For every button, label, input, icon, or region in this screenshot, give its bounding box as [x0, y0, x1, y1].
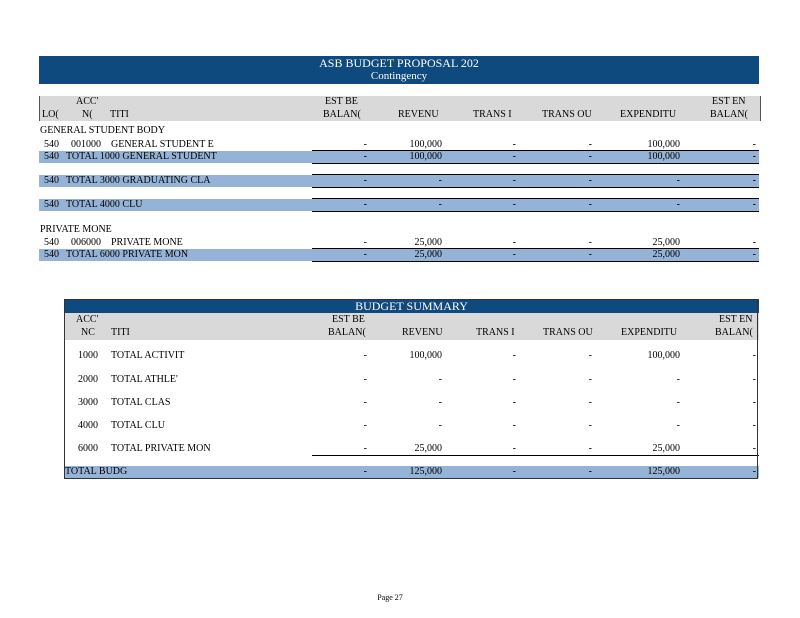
total-est-end: -: [752, 249, 756, 260]
total-est-beg: -: [363, 199, 367, 210]
total-expenditure: 25,000: [652, 249, 680, 260]
total-trans-out: -: [588, 199, 592, 210]
col-expenditure: EXPENDITU: [620, 109, 677, 120]
row-revenue: 25,000: [414, 237, 442, 248]
summary-acct: 2000: [78, 374, 98, 385]
summary-acct: 4000: [78, 420, 98, 431]
row-expenditure: 25,000: [652, 237, 680, 248]
summary-est-end: -: [752, 420, 756, 431]
col-revenue: REVENU: [402, 327, 443, 338]
summary-est-end: -: [752, 397, 756, 408]
summary-trans-out: -: [588, 443, 592, 454]
summary-acct: 6000: [78, 443, 98, 454]
summary-est-end: -: [752, 350, 756, 361]
col-trans-out: TRANS OU: [542, 109, 592, 120]
col-acct-bot: NC: [81, 327, 95, 338]
summary-revenue: -: [438, 397, 442, 408]
summary-est-beg: -: [363, 420, 367, 431]
total-loc: 540: [44, 175, 59, 186]
total-est-beg: -: [363, 151, 367, 162]
divider: [312, 261, 759, 262]
total-trans-out: -: [588, 175, 592, 186]
summary-title: TOTAL ATHLE': [111, 374, 178, 385]
col-acct-bot: N(: [82, 109, 93, 120]
total-row: [39, 175, 759, 187]
summary-trans-in: -: [512, 420, 516, 431]
col-est-beg-top: EST BE: [332, 314, 365, 325]
summary-est-beg: -: [363, 397, 367, 408]
summary-title: TOTAL ACTIVIT: [111, 350, 185, 361]
total-loc: 540: [44, 151, 59, 162]
summary-total-title: TOTAL BUDG: [65, 466, 128, 477]
col-title: TITI: [110, 109, 129, 120]
total-loc: 540: [44, 199, 59, 210]
col-est-end-bot: BALAN(: [715, 327, 753, 338]
row-est-beg: -: [363, 237, 367, 248]
total-est-end: -: [752, 175, 756, 186]
total-title: TOTAL 6000 PRIVATE MON: [66, 249, 189, 260]
col-est-beg-top: EST BE: [325, 96, 358, 107]
col-acct-top: ACC': [76, 314, 99, 325]
total-trans-in: -: [512, 199, 516, 210]
row-acct: 006000: [71, 237, 101, 248]
summary-revenue: 100,000: [409, 350, 442, 361]
summary-trans-out: -: [588, 397, 592, 408]
total-title: TOTAL 4000 CLU: [66, 199, 143, 210]
col-est-end-bot: BALAN(: [710, 109, 748, 120]
section-label-private: PRIVATE MONE: [40, 224, 112, 235]
summary-revenue: 25,000: [414, 443, 442, 454]
total-loc: 540: [44, 249, 59, 260]
total-expenditure: 100,000: [647, 151, 680, 162]
total-trans-out: -: [588, 151, 592, 162]
summary-total-trans-in: -: [512, 466, 516, 477]
summary-acct: 3000: [78, 397, 98, 408]
report-title-bar: [39, 56, 759, 84]
summary-title: TOTAL CLU: [111, 420, 165, 431]
col-trans-in: TRANS I: [476, 327, 515, 338]
row-trans-in: -: [512, 139, 516, 150]
total-trans-out: -: [588, 249, 592, 260]
total-expenditure: -: [676, 199, 680, 210]
total-revenue: -: [438, 175, 442, 186]
row-expenditure: 100,000: [647, 139, 680, 150]
summary-trans-in: -: [512, 443, 516, 454]
row-revenue: 100,000: [409, 139, 442, 150]
summary-total-est-beg: -: [363, 466, 367, 477]
report-title: ASB BUDGET PROPOSAL 202: [319, 56, 479, 70]
row-title: GENERAL STUDENT E: [111, 139, 214, 150]
col-loc: LO(: [42, 109, 59, 120]
row-acct: 001000: [71, 139, 101, 150]
summary-est-beg: -: [363, 350, 367, 361]
total-revenue: 25,000: [414, 249, 442, 260]
budget-summary-title: BUDGET SUMMARY: [64, 299, 759, 313]
summary-expenditure: -: [676, 397, 680, 408]
total-row: [39, 199, 759, 211]
row-trans-out: -: [588, 139, 592, 150]
col-trans-out: TRANS OU: [543, 327, 593, 338]
summary-est-end: -: [752, 443, 756, 454]
total-expenditure: -: [676, 175, 680, 186]
summary-total-expenditure: 125,000: [647, 466, 680, 477]
summary-total-revenue: 125,000: [409, 466, 442, 477]
row-est-beg: -: [363, 139, 367, 150]
summary-est-beg: -: [363, 443, 367, 454]
section-label-general: GENERAL STUDENT BODY: [40, 125, 165, 136]
total-trans-in: -: [512, 151, 516, 162]
summary-expenditure: 25,000: [652, 443, 680, 454]
col-trans-in: TRANS I: [473, 109, 512, 120]
summary-trans-out: -: [588, 420, 592, 431]
main-column-header: [39, 96, 761, 121]
summary-trans-out: -: [588, 374, 592, 385]
row-loc: 540: [44, 139, 59, 150]
total-title: TOTAL 3000 GRADUATING CLA: [66, 175, 211, 186]
row-est-end: -: [752, 139, 756, 150]
col-est-end-top: EST EN: [719, 314, 753, 325]
col-title: TITI: [111, 327, 130, 338]
summary-revenue: -: [438, 420, 442, 431]
report-subtitle: Contingency: [370, 70, 428, 82]
summary-trans-out: -: [588, 350, 592, 361]
summary-title: TOTAL CLAS: [111, 397, 171, 408]
summary-est-end: -: [752, 374, 756, 385]
row-est-end: -: [752, 237, 756, 248]
divider: [312, 211, 759, 212]
col-est-beg-bot: BALAN(: [328, 327, 366, 338]
total-trans-in: -: [512, 175, 516, 186]
summary-expenditure: 100,000: [647, 350, 680, 361]
summary-title: TOTAL PRIVATE MON: [111, 443, 211, 454]
row-loc: 540: [44, 237, 59, 248]
summary-border: [64, 299, 758, 479]
summary-revenue: -: [438, 374, 442, 385]
total-title: TOTAL 1000 GENERAL STUDENT: [66, 151, 217, 162]
total-revenue: 100,000: [409, 151, 442, 162]
summary-trans-in: -: [512, 350, 516, 361]
summary-total-trans-out: -: [588, 466, 592, 477]
col-expenditure: EXPENDITU: [621, 327, 678, 338]
row-title: PRIVATE MONE: [111, 237, 183, 248]
summary-trans-in: -: [512, 397, 516, 408]
summary-expenditure: -: [676, 420, 680, 431]
total-trans-in: -: [512, 249, 516, 260]
total-est-end: -: [752, 199, 756, 210]
divider: [312, 163, 759, 164]
total-est-beg: -: [363, 249, 367, 260]
summary-expenditure: -: [676, 374, 680, 385]
col-est-beg-bot: BALAN(: [323, 109, 361, 120]
total-revenue: -: [438, 199, 442, 210]
summary-trans-in: -: [512, 374, 516, 385]
total-row: [39, 151, 759, 163]
page-number: Page 27: [377, 593, 403, 602]
summary-acct: 1000: [78, 350, 98, 361]
col-est-end-top: EST EN: [712, 96, 746, 107]
total-row: [39, 249, 759, 261]
row-trans-in: -: [512, 237, 516, 248]
total-est-beg: -: [363, 175, 367, 186]
summary-est-beg: -: [363, 374, 367, 385]
total-est-end: -: [752, 151, 756, 162]
col-acct-top: ACC': [76, 96, 99, 107]
summary-total-est-end: -: [752, 466, 756, 477]
divider: [312, 187, 759, 188]
col-revenue: REVENU: [398, 109, 439, 120]
row-trans-out: -: [588, 237, 592, 248]
